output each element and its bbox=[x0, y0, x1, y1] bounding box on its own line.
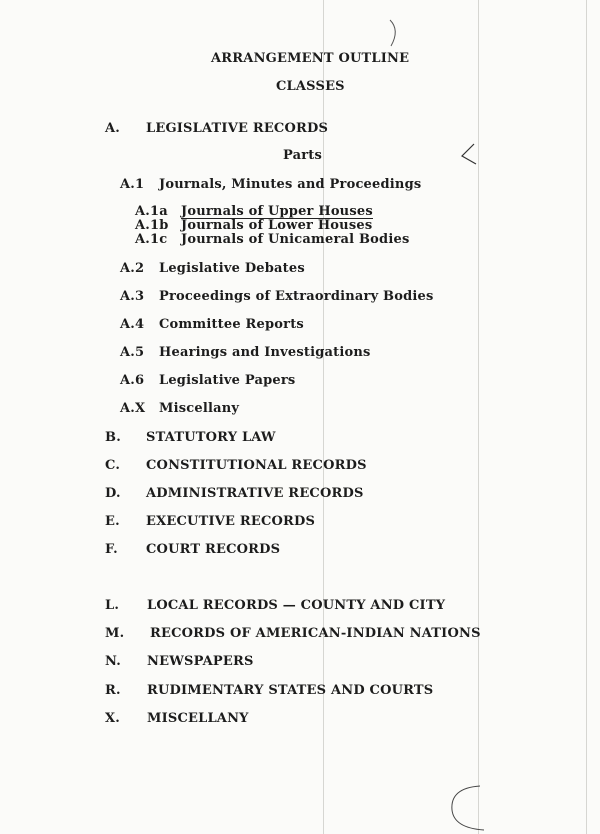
scan-streak bbox=[478, 0, 479, 834]
part-code: A.3 bbox=[120, 289, 145, 304]
subpart-label: Journals of Upper Houses bbox=[181, 204, 373, 219]
scan-streak bbox=[586, 0, 587, 834]
class-label: CONSTITUTIONAL RECORDS bbox=[146, 458, 367, 473]
class-letter: M. bbox=[105, 626, 125, 641]
part-code: A.1 bbox=[120, 177, 145, 192]
part-label: Journals, Minutes and Proceedings bbox=[159, 177, 422, 192]
class-letter: X. bbox=[105, 711, 121, 726]
class-label: EXECUTIVE RECORDS bbox=[146, 514, 316, 529]
subpart-label: Journals of Unicameral Bodies bbox=[181, 232, 410, 247]
class-letter: B. bbox=[105, 430, 121, 445]
page-subtitle: CLASSES bbox=[276, 79, 345, 94]
class-label: ADMINISTRATIVE RECORDS bbox=[146, 486, 364, 501]
class-label: LOCAL RECORDS — COUNTY AND CITY bbox=[147, 598, 446, 613]
part-label: Miscellany bbox=[159, 401, 240, 416]
part-label: Proceedings of Extraordinary Bodies bbox=[159, 289, 434, 304]
part-code: A.5 bbox=[120, 345, 145, 360]
class-letter: F. bbox=[105, 542, 118, 557]
part-label: Legislative Debates bbox=[159, 261, 305, 276]
pencil-mark-top bbox=[385, 18, 405, 48]
class-letter: N. bbox=[105, 654, 121, 669]
class-letter: E. bbox=[105, 514, 120, 529]
class-label: COURT RECORDS bbox=[146, 542, 281, 557]
part-code: A.6 bbox=[120, 373, 145, 388]
pencil-check-mark bbox=[456, 140, 480, 168]
class-label: STATUTORY LAW bbox=[146, 430, 276, 445]
subpart-code: A.1b bbox=[135, 218, 169, 233]
part-code: A.2 bbox=[120, 261, 145, 276]
class-label: RUDIMENTARY STATES AND COURTS bbox=[147, 683, 434, 698]
class-letter: R. bbox=[105, 683, 121, 698]
pencil-curve-mark bbox=[440, 780, 490, 834]
parts-heading: Parts bbox=[283, 148, 323, 163]
part-label: Legislative Papers bbox=[159, 373, 296, 388]
class-label: MISCELLANY bbox=[147, 711, 249, 726]
part-code: A.X bbox=[120, 401, 146, 416]
class-letter: A. bbox=[105, 121, 121, 136]
class-label: NEWSPAPERS bbox=[147, 654, 254, 669]
class-label: LEGISLATIVE RECORDS bbox=[146, 121, 329, 136]
class-letter: L. bbox=[105, 598, 120, 613]
subpart-label: Journals of Lower Houses bbox=[181, 218, 373, 233]
part-label: Hearings and Investigations bbox=[159, 345, 371, 360]
page-title: ARRANGEMENT OUTLINE bbox=[211, 51, 410, 66]
part-label: Committee Reports bbox=[159, 317, 304, 332]
part-code: A.4 bbox=[120, 317, 145, 332]
subpart-code: A.1c bbox=[135, 232, 168, 247]
class-letter: C. bbox=[105, 458, 121, 473]
subpart-code: A.1a bbox=[135, 204, 168, 219]
class-label: RECORDS OF AMERICAN-INDIAN NATIONS bbox=[150, 626, 481, 641]
class-letter: D. bbox=[105, 486, 121, 501]
